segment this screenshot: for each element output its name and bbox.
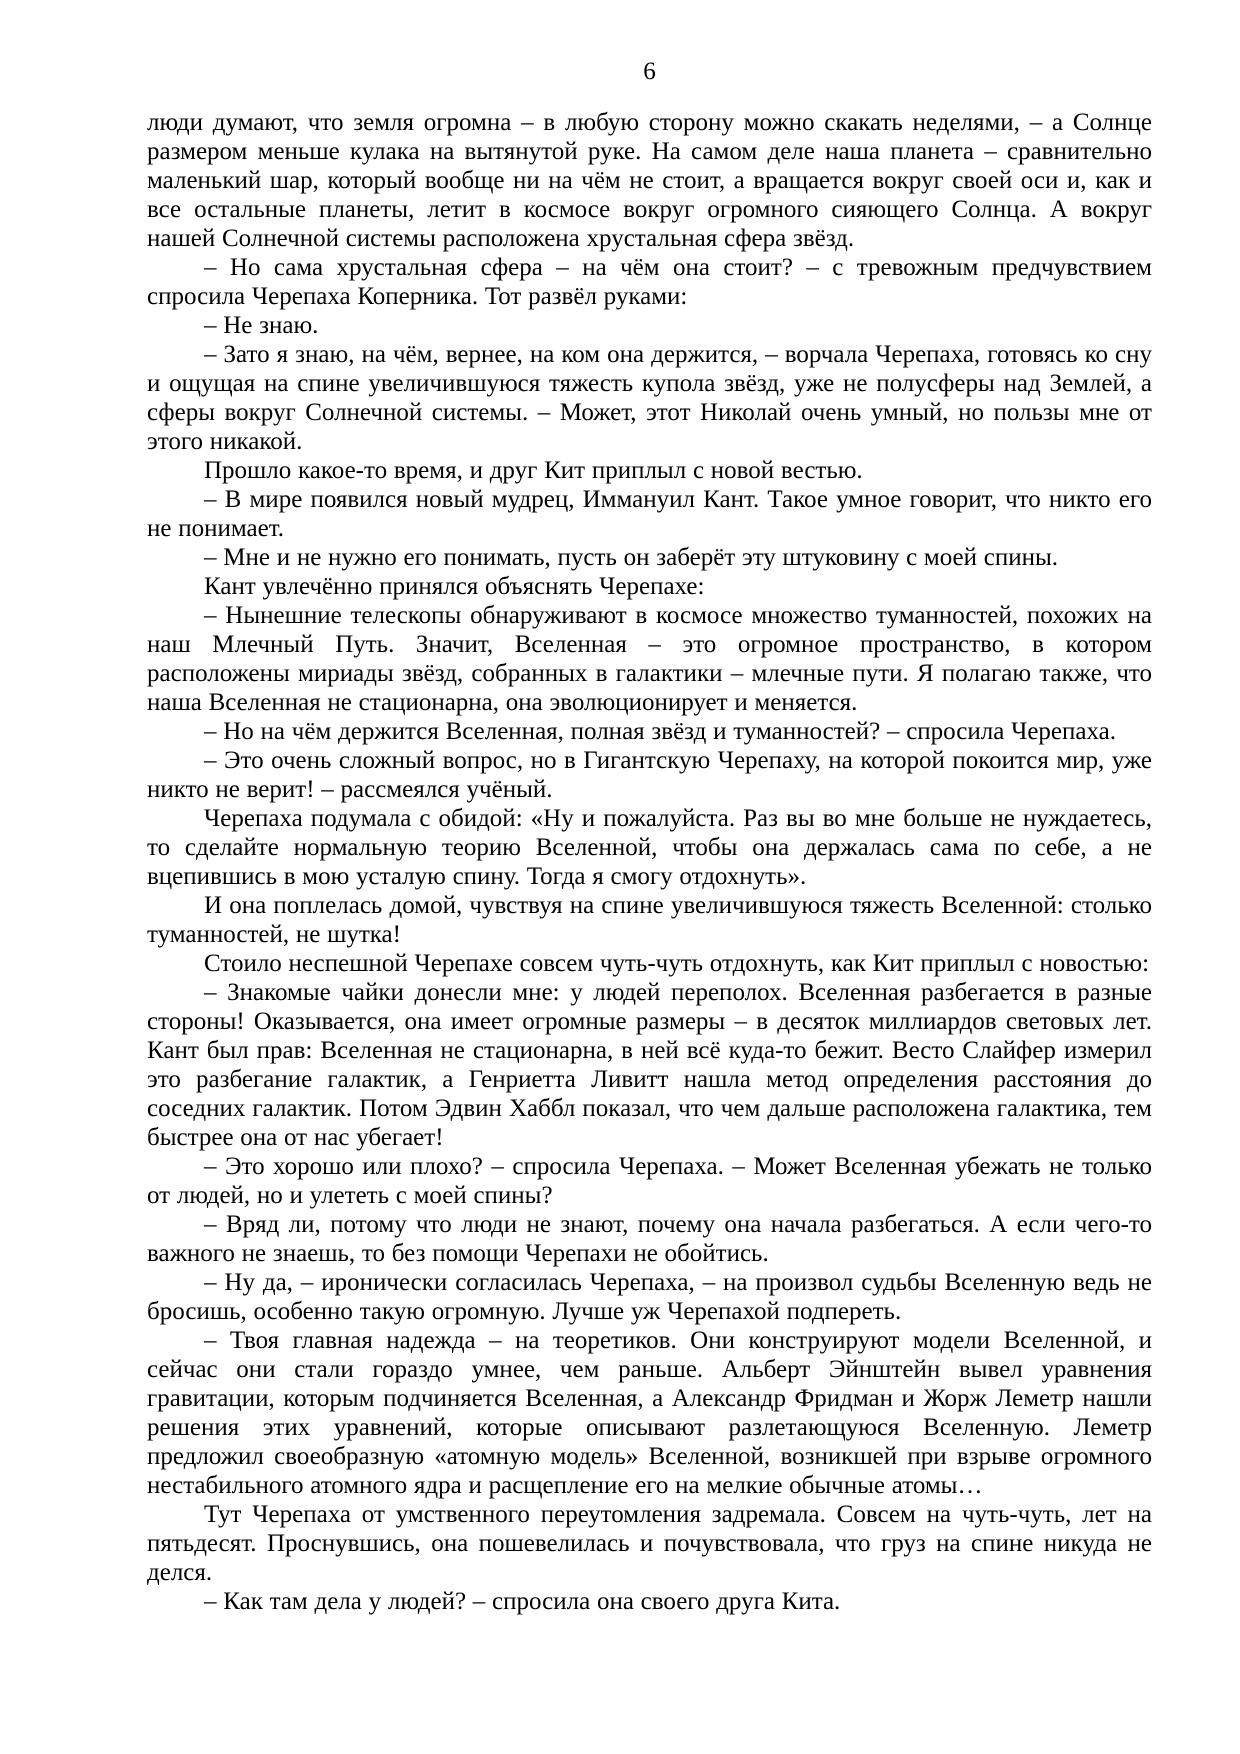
paragraph: – Это хорошо или плохо? – спросила Черепаха. – Может Вселенная убежать не только от людей, но и улететь с моей спины? bbox=[147, 1153, 1152, 1209]
paragraph: Стоило неспешной Черепахе совсем чуть-чуть отдохнуть, как Кит приплыл с новостью: bbox=[204, 950, 1150, 977]
paragraph: – Нынешние телескопы обнаруживают в космосе множество туманностей, похожих на наш Млечный Путь. Значит, Вселенная – это огромное пространство, в котором расположены мириады звёзд, собранных в галактики – млечные пути. Я полагаю также, что наша Вселенная не стационарна, она эволюционирует и меняется. bbox=[147, 602, 1152, 716]
paragraph: Прошло какое-то время, и друг Кит приплыл с новой вестью. bbox=[204, 457, 863, 484]
paragraph: – Не знаю. bbox=[204, 312, 319, 339]
paragraph: – Как там дела у людей? – спросила она своего друга Кита. bbox=[204, 1588, 841, 1615]
paragraph: – Мне и не нужно его понимать, пусть он заберёт эту штуковину с моей спины. bbox=[204, 544, 1059, 571]
paragraph: – Но на чём держится Вселенная, полная звёзд и туманностей? – спросила Черепаха. bbox=[204, 718, 1117, 745]
paragraph: – Но сама хрустальная сфера – на чём она стоит? – с тревожным предчувствием спросила Черепаха Коперника. Тот развёл руками: bbox=[147, 254, 1152, 310]
paragraph: Черепаха подумала с обидой: «Ну и пожалуйста. Раз вы во мне больше не нуждаетесь, то сделайте нормальную теорию Вселенной, чтобы она держалась сама по себе, а не вцепившись в мою усталую спину. Тогда я смогу отдохнуть». bbox=[147, 805, 1152, 890]
paragraph: – В мире появился новый мудрец, Иммануил Кант. Такое умное говорит, что никто его не понимает. bbox=[147, 486, 1152, 542]
paragraph: Тут Черепаха от умственного переутомления задремала. Совсем на чуть-чуть, лет на пятьдесят. Проснувшись, она пошевелилась и почувствовала, что груз на спине никуда не делся. bbox=[147, 1501, 1152, 1586]
paragraph-continuation: люди думают, что земля огромна – в любую сторону можно скакать неделями, – а Солнце размером меньше кулака на вытянутой руке. На самом деле наша планета – сравнительно маленький шар, который вообще ни на чём не стоит, а вращается вокруг своей оси и, как и все остальные планеты, летит в космосе вокруг огромного сияющего Солнца. А вокруг нашей Солнечной системы расположена хрустальная сфера звёзд. bbox=[147, 109, 1152, 252]
page-number: 6 bbox=[643, 58, 656, 85]
paragraph: И она поплелась домой, чувствуя на спине увеличившуюся тяжесть Вселенной: столько туманностей, не шутка! bbox=[147, 892, 1152, 948]
paragraph: – Ну да, – иронически согласилась Черепаха, – на произвол судьбы Вселенную ведь не бросишь, особенно такую огромную. Лучше уж Черепахой подпереть. bbox=[147, 1269, 1152, 1325]
page-body-text bbox=[147, 108, 1152, 1616]
paragraph: – Твоя главная надежда – на теоретиков. Они конструируют модели Вселенной, и сейчас они стали гораздо умнее, чем раньше. Альберт Эйнштейн вывел уравнения гравитации, которым подчиняется Вселенная, а Александр Фридман и Жорж Леметр нашли решения этих уравнений, которые описывают разлетающуюся Вселенную. Леметр предложил своеобразную «атомную модель» Вселенной, возникшей при взрыве огромного нестабильного атомного ядра и расщепление его на мелкие обычные атомы… bbox=[147, 1327, 1152, 1499]
paragraph: – Зато я знаю, на чём, вернее, на ком она держится, – ворчала Черепаха, готовясь ко сну и ощущая на спине увеличившуюся тяжесть купола звёзд, уже не полусферы над Землей, а сферы вокруг Солнечной системы. – Может, этот Николай очень умный, но пользы мне от этого никакой. bbox=[147, 341, 1152, 455]
paragraph: – Знакомые чайки донесли мне: у людей переполох. Вселенная разбегается в разные стороны! Оказывается, она имеет огромные размеры – в десяток миллиардов световых лет. Кант был прав: Вселенная не стационарна, в ней всё куда-то бежит. Весто Слайфер измерил это разбегание галактик, а Генриетта Ливитт нашла метод определения расстояния до соседних галактик. Потом Эдвин Хаббл показал, что чем дальше расположена галактика, тем быстрее она от нас убегает! bbox=[147, 979, 1152, 1151]
paragraph: Кант увлечённо принялся объяснять Черепахе: bbox=[204, 573, 705, 600]
paragraph: – Вряд ли, потому что люди не знают, почему она начала разбегаться. А если чего-то важного не знаешь, то без помощи Черепахи не обойтись. bbox=[147, 1211, 1152, 1267]
paragraph: – Это очень сложный вопрос, но в Гигантскую Черепаху, на которой покоится мир, уже никто не верит! – рассмеялся учёный. bbox=[147, 747, 1152, 803]
